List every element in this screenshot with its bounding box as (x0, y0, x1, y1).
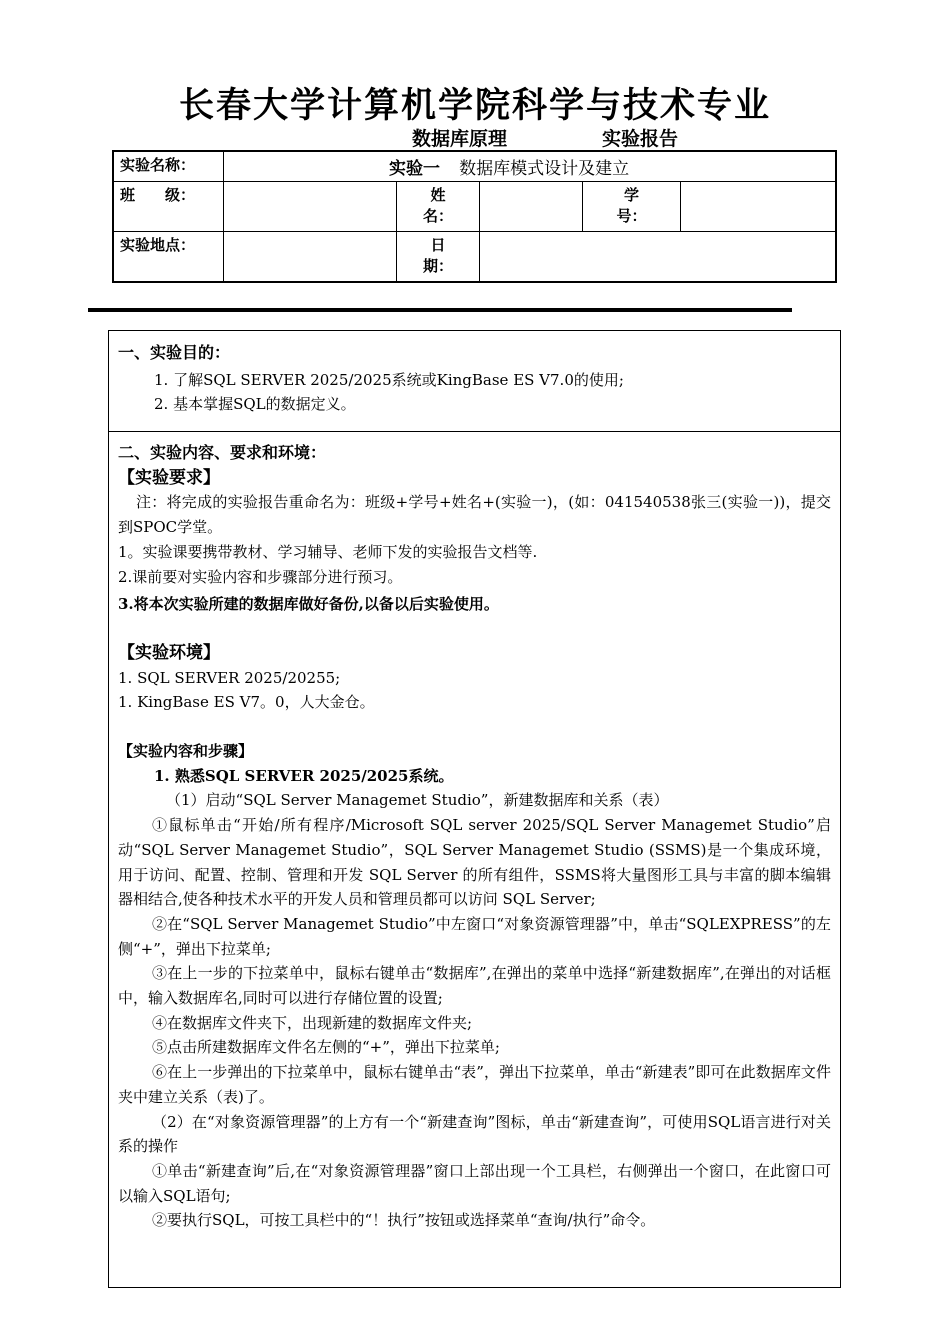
step1-sub2-item-1: ①单击“新建查询”后,在“对象资源管理器”窗口上部出现一个工具栏，右侧弹出一个窗口，在此窗口可以输入SQL语句; (118, 1161, 831, 1205)
step1-item-2: ②在“SQL Server Managemet Studio”中左窗口“对象资源管理器”中，单击“SQLEXPRESS”的左侧“+”，弹出下拉菜单; (118, 914, 831, 958)
step1-item-3: ③在上一步的下拉菜单中，鼠标右键单击“数据库”,在弹出的菜单中选择“新建数据库”,在弹出的对话框中，输入数据库名,同时可以进行存储位置的设置; (118, 964, 831, 1008)
class-value[interactable] (224, 182, 397, 232)
student-id-value[interactable] (681, 182, 837, 232)
step1-item-5: ⑤点击所建数据库文件名左侧的“+”，弹出下拉菜单; (152, 1038, 500, 1057)
step1-sub2: （2）在“对象资源管理器”的上方有一个“新建查询”图标，单击“新建查询”，可使用SQL语言进行对关系的操作 (118, 1112, 831, 1156)
report-title: 长春大学计算机学院科学与技术专业 (178, 85, 771, 126)
step1-sub2-item-2: ②要执行SQL，可按工具栏中的“！执行”按钮或选择菜单“查询/执行”命令。 (152, 1211, 656, 1230)
step1-heading: 1. 熟悉SQL SERVER 2025/2025系统。 (154, 766, 454, 785)
step1-sub1: （1）启动“SQL Server Managemet Studio”，新建数据库和关系（表） (166, 791, 669, 810)
student-name-label (397, 182, 480, 232)
exp-no: 实验一 (389, 159, 440, 179)
info-table (112, 150, 837, 283)
student-id-label-2: 号： (616, 207, 647, 225)
date-label-2: 期： (422, 257, 453, 275)
report-label: 实验报告 (602, 128, 679, 150)
student-name-label-1: 姓 (430, 186, 446, 204)
requirement-item-1: 1。实验课要携带教材、学习辅导、老师下发的实验报告文档等. (118, 542, 538, 561)
exp-title: 数据库模式设计及建立 (459, 159, 630, 179)
step1-item-4: ④在数据库文件夹下，出现新建的数据库文件夹; (152, 1013, 473, 1032)
spacer (118, 617, 831, 641)
student-name-label-2: 名： (422, 207, 453, 225)
step1-item-1: ①鼠标单击“开始/所有程序/Microsoft SQL server 2025/SQL Server Managemet Studio”启动“SQL Server Managemet Studio”，SQL Server Managemet Studio (SSMS)是一个集成环境，用于访问、配置、控制、管理和开发 SQL Server 的所有组件，SSMS将大量图形工具与丰富的脚本编辑器相结合,使各种技术水平的开发人员和管理员都可以访问 SQL Server; (118, 816, 831, 909)
horizontal-rule (88, 308, 792, 312)
spacer (118, 715, 831, 739)
location-label: 实验地点： (113, 232, 224, 282)
requirements-heading: 【实验要求】 (118, 467, 220, 488)
student-id-label (583, 182, 681, 232)
environment-item-1: 1. SQL SERVER 2025/20255; (118, 668, 341, 687)
purpose-item-1: 1. 了解SQL SERVER 2025/2025系统或KingBase ES V7.0的使用; (154, 370, 624, 389)
step1-item-6: ⑥在上一步弹出的下拉菜单中，鼠标右键单击“表”，弹出下拉菜单，单击“新建表”即可在此数据库文件夹中建立关系（表)了。 (118, 1063, 831, 1106)
requirement-item-2: 2.课前要对实验内容和步骤部分进行预习。 (118, 567, 403, 586)
purpose-item-2: 2. 基本掌握SQL的数据定义。 (154, 395, 356, 414)
class-label: 班 级： (113, 182, 224, 232)
environment-heading: 【实验环境】 (118, 642, 220, 663)
requirements-note: 注：将完成的实验报告重命名为：班级+学号+姓名+(实验一)，(如：041540538张三(实验一))，提交到SPOC学堂。 (118, 493, 831, 537)
section2-heading: 二、实验内容、要求和环境： (118, 443, 327, 462)
environment-item-2: 1. KingBase ES V7。0，人大金仓。 (118, 693, 375, 712)
requirement-item-3: 3.将本次实验所建的数据库做好备份,以备以后实验使用。 (118, 595, 499, 614)
location-value[interactable] (224, 232, 397, 282)
report-subtitle (307, 124, 678, 152)
exp-name-label: 实验名称： (113, 151, 224, 182)
date-label (397, 232, 480, 282)
date-label-1: 日 (430, 236, 446, 254)
steps-heading: 【实验内容和步骤】 (118, 742, 254, 761)
section-divider (108, 431, 841, 432)
section-content (118, 441, 831, 1233)
exp-name-value (224, 151, 837, 182)
date-value[interactable] (480, 232, 837, 282)
section1-heading: 一、实验目的： (118, 343, 231, 362)
course-name: 数据库原理 (307, 124, 602, 152)
section-purpose (118, 341, 831, 417)
student-id-label-1: 学 (623, 186, 639, 204)
student-name-value[interactable] (480, 182, 583, 232)
